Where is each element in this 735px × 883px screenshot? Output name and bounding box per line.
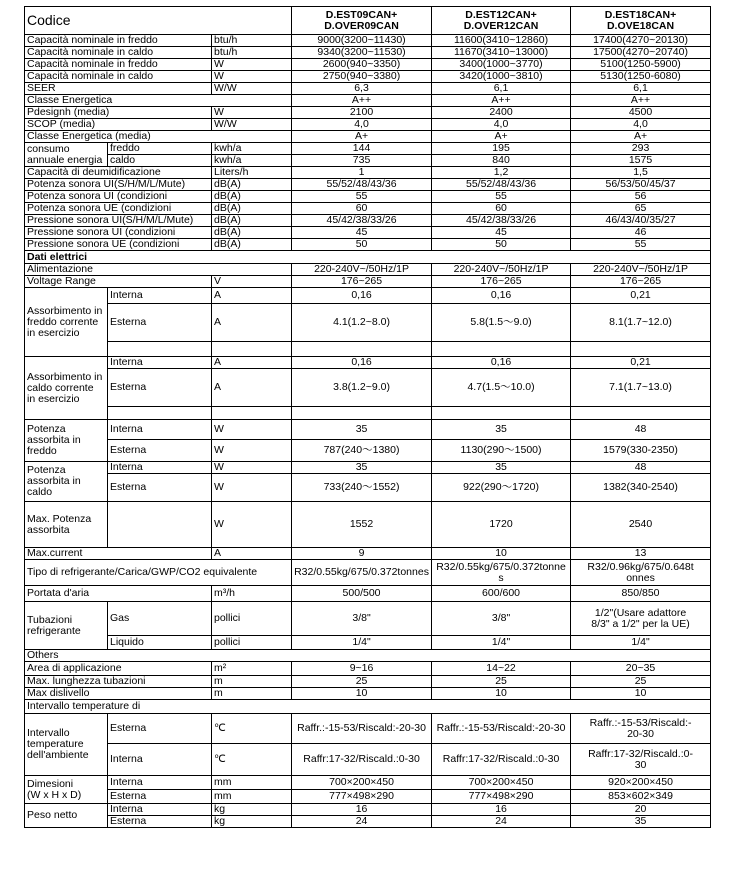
table-cell: 25 <box>292 676 432 688</box>
table-cell: consumo annuale energia <box>25 143 108 167</box>
table-cell: 4.7(1.5～10.0) <box>432 369 571 407</box>
table-row <box>25 776 711 790</box>
table-cell: Raffr:17-32/Riscald.:0-30 <box>432 744 571 776</box>
table-cell: D.EST09CAN+ D.OVER09CAN <box>292 7 432 35</box>
table-cell: Codice <box>25 7 292 35</box>
table-cell: D.EST12CAN+ D.OVER12CAN <box>432 7 571 35</box>
table-cell: 17400(4270~20130) <box>571 35 711 47</box>
table-cell: Potenza sonora UI (condizioni <box>25 191 212 203</box>
table-cell: 1 <box>292 167 432 179</box>
table-cell: Esterna <box>108 369 212 407</box>
table-row <box>25 650 711 662</box>
table-row <box>25 264 711 276</box>
table-row <box>25 107 711 119</box>
table-cell: 922(290～1720) <box>432 474 571 502</box>
table-cell: Capacità nominale in freddo <box>25 35 212 47</box>
table-cell: 46/43/40/35/27 <box>571 215 711 227</box>
table-cell: Interna <box>108 462 212 474</box>
table-row <box>25 59 711 71</box>
table-cell: Raffr.:-15-53/Riscald:-20-30 <box>432 714 571 744</box>
table-cell: m <box>212 688 292 700</box>
table-cell: 1/4" <box>571 636 711 650</box>
table-cell: 55 <box>432 191 571 203</box>
table-cell: 777×498×290 <box>292 790 432 804</box>
table-cell: 35 <box>292 462 432 474</box>
table-cell: dB(A) <box>212 179 292 191</box>
table-cell: W <box>212 462 292 474</box>
table-cell: Dati elettrici <box>25 251 711 264</box>
table-cell: 700×200×450 <box>432 776 571 790</box>
table-row <box>25 744 711 776</box>
table-cell: 2750(940~3380) <box>292 71 432 83</box>
table-cell: 60 <box>432 203 571 215</box>
table-cell: Classe Energetica (media) <box>25 131 292 143</box>
table-row <box>25 676 711 688</box>
table-cell: 7.1(1.7~13.0) <box>571 369 711 407</box>
table-row <box>25 548 711 560</box>
table-cell: 733(240～1552) <box>292 474 432 502</box>
table-cell: 45/42/38/33/26 <box>432 215 571 227</box>
table-cell: 60 <box>292 203 432 215</box>
table-cell: W <box>212 107 292 119</box>
table-cell: 5.8(1.5～9.0) <box>432 304 571 342</box>
table-row <box>25 95 711 107</box>
table-row <box>25 83 711 95</box>
table-cell: 20~35 <box>571 662 711 676</box>
table-row <box>25 804 711 816</box>
table-row <box>25 288 711 304</box>
table-cell: Capacità nominale in caldo <box>25 71 212 83</box>
table-cell: Max. lunghezza tubazioni <box>25 676 212 688</box>
table-cell: 56 <box>571 191 711 203</box>
table-row <box>25 119 711 131</box>
table-cell: 50 <box>292 239 432 251</box>
table-cell: 24 <box>292 816 432 828</box>
table-row <box>25 440 711 462</box>
table-cell: 600/600 <box>432 586 571 602</box>
table-row <box>25 586 711 602</box>
table-row <box>25 688 711 700</box>
table-row <box>25 420 711 440</box>
table-cell: R32/0.55kg/675/0.372tonnes <box>292 560 432 586</box>
table-cell: Intervallo temperature di <box>25 700 711 714</box>
table-cell: dB(A) <box>212 227 292 239</box>
table-cell: 55 <box>292 191 432 203</box>
table-row <box>25 239 711 251</box>
table-cell: mm <box>212 790 292 804</box>
table-row <box>25 179 711 191</box>
table-row <box>25 71 711 83</box>
table-cell: Raffr:17-32/Riscald.:0-30 <box>292 744 432 776</box>
table-cell: Pressione sonora UE (condizioni <box>25 239 212 251</box>
table-cell: 1/4" <box>432 636 571 650</box>
table-cell: 16 <box>292 804 432 816</box>
table-cell: A <box>212 304 292 342</box>
table-cell: Gas <box>108 602 212 636</box>
table-cell: mm <box>212 776 292 790</box>
table-cell: m³/h <box>212 586 292 602</box>
table-cell: Liquido <box>108 636 212 650</box>
table-cell: Interna <box>108 776 212 790</box>
table-row <box>25 47 711 59</box>
table-cell: 10 <box>432 548 571 560</box>
table-cell: 176~265 <box>432 276 571 288</box>
table-cell: 4,0 <box>571 119 711 131</box>
table-cell: 14~22 <box>432 662 571 676</box>
table-cell: D.EST18CAN+ D.OVE18CAN <box>571 7 711 35</box>
table-cell: 45/42/38/33/26 <box>292 215 432 227</box>
table-cell: 1,5 <box>571 167 711 179</box>
table-cell: kwh/a <box>212 155 292 167</box>
table-cell: A+ <box>432 131 571 143</box>
table-cell: Esterna <box>108 790 212 804</box>
table-cell: 2540 <box>571 502 711 548</box>
table-cell: Raffr.:-15-53/Riscald:- 20-30 <box>571 714 711 744</box>
table-cell: W <box>212 474 292 502</box>
table-cell: 1382(340-2540) <box>571 474 711 502</box>
table-cell: R32/0.96kg/675/0.648t onnes <box>571 560 711 586</box>
table-cell: Interna <box>108 357 212 369</box>
table-cell: 35 <box>571 816 711 828</box>
table-cell: 0,21 <box>571 357 711 369</box>
table-cell: 10 <box>292 688 432 700</box>
table-cell: 10 <box>432 688 571 700</box>
table-row <box>25 790 711 804</box>
table-cell: 3/8" <box>292 602 432 636</box>
table-cell: W/W <box>212 119 292 131</box>
table-cell: SCOP (media) <box>25 119 212 131</box>
table-cell: 20 <box>571 804 711 816</box>
table-cell <box>571 342 711 357</box>
table-cell: A+ <box>292 131 432 143</box>
table-cell: Dimesioni (W x H x D) <box>25 776 108 804</box>
table-cell: 2100 <box>292 107 432 119</box>
table-cell: Raffr.:-15-53/Riscald:-20-30 <box>292 714 432 744</box>
table-cell: 46 <box>571 227 711 239</box>
table-cell: 220-240V~/50Hz/1P <box>571 264 711 276</box>
table-cell: Voltage Range <box>25 276 212 288</box>
table-cell: Capacità di deumidificazione <box>25 167 212 179</box>
table-cell: 11670(3410~13000) <box>432 47 571 59</box>
table-cell: 176~265 <box>292 276 432 288</box>
table-cell: Liters/h <box>212 167 292 179</box>
table-cell <box>292 407 432 420</box>
table-cell: caldo <box>108 155 212 167</box>
table-cell: m <box>212 676 292 688</box>
table-cell: Potenza sonora UE (condizioni <box>25 203 212 215</box>
table-cell: A <box>212 548 292 560</box>
table-cell: 4500 <box>571 107 711 119</box>
table-cell: 735 <box>292 155 432 167</box>
table-cell <box>212 342 292 357</box>
table-cell <box>571 407 711 420</box>
table-row <box>25 816 711 828</box>
table-row <box>25 203 711 215</box>
table-cell: Esterna <box>108 474 212 502</box>
table-cell: 220-240V~/50Hz/1P <box>292 264 432 276</box>
table-cell <box>212 407 292 420</box>
table-cell: 1575 <box>571 155 711 167</box>
table-cell: 1,2 <box>432 167 571 179</box>
table-cell: 11600(3410~12860) <box>432 35 571 47</box>
table-cell: 0,16 <box>292 288 432 304</box>
table-cell: 8.1(1.7~12.0) <box>571 304 711 342</box>
table-cell: btu/h <box>212 35 292 47</box>
table-cell: A <box>212 357 292 369</box>
table-row <box>25 7 711 35</box>
table-cell: 2600(940~3350) <box>292 59 432 71</box>
table-cell: Esterna <box>108 304 212 342</box>
table-cell: Portata d'aria <box>25 586 212 602</box>
table-row <box>25 131 711 143</box>
table-cell: 65 <box>571 203 711 215</box>
table-cell: 4,0 <box>432 119 571 131</box>
spec-table-body <box>25 7 711 828</box>
table-row <box>25 700 711 714</box>
table-row <box>25 276 711 288</box>
table-cell: 55/52/48/43/36 <box>292 179 432 191</box>
table-cell: A <box>212 369 292 407</box>
table-cell: 0,16 <box>292 357 432 369</box>
table-cell: dB(A) <box>212 203 292 215</box>
table-cell: A++ <box>571 95 711 107</box>
table-cell: pollici <box>212 602 292 636</box>
table-cell: dB(A) <box>212 239 292 251</box>
table-cell: A <box>212 288 292 304</box>
table-cell: 9~16 <box>292 662 432 676</box>
table-cell: pollici <box>212 636 292 650</box>
table-row <box>25 636 711 650</box>
table-cell: Esterna <box>108 714 212 744</box>
table-cell: 840 <box>432 155 571 167</box>
table-cell: A++ <box>292 95 432 107</box>
table-cell <box>432 342 571 357</box>
table-cell: W <box>212 59 292 71</box>
table-row <box>25 191 711 203</box>
table-cell: 9000(3200~11430) <box>292 35 432 47</box>
table-row <box>25 167 711 179</box>
table-cell: Potenza assorbita in freddo <box>25 420 108 462</box>
table-row <box>25 215 711 227</box>
table-row <box>25 602 711 636</box>
table-cell: Max. Potenza assorbita <box>25 502 108 548</box>
table-cell: 45 <box>292 227 432 239</box>
table-cell: 3400(1000~3770) <box>432 59 571 71</box>
table-row <box>25 714 711 744</box>
table-cell: kg <box>212 804 292 816</box>
table-cell: dB(A) <box>212 191 292 203</box>
table-cell <box>108 502 212 548</box>
table-cell: 500/500 <box>292 586 432 602</box>
table-cell: 5100(1250-5900) <box>571 59 711 71</box>
table-cell: W <box>212 71 292 83</box>
table-cell <box>108 407 212 420</box>
table-cell: 850/850 <box>571 586 711 602</box>
table-cell: 6,3 <box>292 83 432 95</box>
table-cell: 1720 <box>432 502 571 548</box>
table-cell: W <box>212 440 292 462</box>
table-row <box>25 155 711 167</box>
table-cell: W/W <box>212 83 292 95</box>
table-cell: Max.current <box>25 548 212 560</box>
table-cell: 1/2"(Usare adattore 8/3" a 1/2" per la UE) <box>571 602 711 636</box>
table-cell: 55 <box>571 239 711 251</box>
table-cell: Interna <box>108 420 212 440</box>
table-row <box>25 304 711 342</box>
table-row <box>25 502 711 548</box>
table-cell: 16 <box>432 804 571 816</box>
table-cell: Assorbimento in caldo corrente in esercizio <box>25 357 108 420</box>
table-row <box>25 407 711 420</box>
table-cell: 3/8" <box>432 602 571 636</box>
table-cell: 1/4" <box>292 636 432 650</box>
table-cell: Capacità nominale in freddo <box>25 59 212 71</box>
table-cell: 1130(290～1500) <box>432 440 571 462</box>
table-cell: 17500(4270~20740) <box>571 47 711 59</box>
table-cell: A+ <box>571 131 711 143</box>
table-cell: Capacità nominale in caldo <box>25 47 212 59</box>
table-cell: Pressione sonora UI(S/H/M/L/Mute) <box>25 215 212 227</box>
table-cell: 48 <box>571 462 711 474</box>
table-cell: 25 <box>571 676 711 688</box>
table-cell: m² <box>212 662 292 676</box>
table-cell: 35 <box>432 420 571 440</box>
table-cell: 293 <box>571 143 711 155</box>
table-cell: Area di applicazione <box>25 662 212 676</box>
table-cell <box>292 342 432 357</box>
table-cell: Tubazioni refrigerante <box>25 602 108 650</box>
table-row <box>25 35 711 47</box>
table-row <box>25 143 711 155</box>
table-cell <box>108 342 212 357</box>
table-cell: 56/53/50/45/37 <box>571 179 711 191</box>
table-cell: 920×200×450 <box>571 776 711 790</box>
table-cell: Raffr:17-32/Riscald.:0- 30 <box>571 744 711 776</box>
table-cell: kwh/a <box>212 143 292 155</box>
table-row <box>25 662 711 676</box>
table-cell <box>432 407 571 420</box>
table-cell: Interna <box>108 804 212 816</box>
table-cell: 1579(330-2350) <box>571 440 711 462</box>
table-cell: Esterna <box>108 440 212 462</box>
table-cell: Intervallo temperature dell'ambiente <box>25 714 108 776</box>
table-cell: W <box>212 420 292 440</box>
table-cell: A++ <box>432 95 571 107</box>
table-cell: btu/h <box>212 47 292 59</box>
table-cell: Alimentazione <box>25 264 292 276</box>
table-cell: 48 <box>571 420 711 440</box>
table-cell: Assorbimento in freddo corrente in esercizio <box>25 288 108 357</box>
table-cell: Tipo di refrigerante/Carica/GWP/CO2 equivalente <box>25 560 292 586</box>
table-cell: Pdesignh (media) <box>25 107 212 119</box>
table-cell: 6,1 <box>432 83 571 95</box>
table-cell: 13 <box>571 548 711 560</box>
table-cell: SEER <box>25 83 212 95</box>
table-cell: 0,16 <box>432 357 571 369</box>
table-cell: 3420(1000~3810) <box>432 71 571 83</box>
table-cell: 787(240～1380) <box>292 440 432 462</box>
table-row <box>25 369 711 407</box>
table-cell: 0,21 <box>571 288 711 304</box>
table-cell: dB(A) <box>212 215 292 227</box>
table-cell: V <box>212 276 292 288</box>
table-cell: 5130(1250-6080) <box>571 71 711 83</box>
table-cell: 25 <box>432 676 571 688</box>
table-cell: 0,16 <box>432 288 571 304</box>
table-cell: 4.1(1.2~8.0) <box>292 304 432 342</box>
table-cell: W <box>212 502 292 548</box>
table-row <box>25 560 711 586</box>
table-cell: 4,0 <box>292 119 432 131</box>
table-cell: Interna <box>108 288 212 304</box>
table-cell: ℃ <box>212 714 292 744</box>
table-cell: ℃ <box>212 744 292 776</box>
table-cell: 777×498×290 <box>432 790 571 804</box>
table-cell: 144 <box>292 143 432 155</box>
table-cell: Potenza sonora UI(S/H/M/L/Mute) <box>25 179 212 191</box>
table-cell: kg <box>212 816 292 828</box>
table-cell: 10 <box>571 688 711 700</box>
table-cell: Max dislivello <box>25 688 212 700</box>
table-row <box>25 227 711 239</box>
table-row <box>25 474 711 502</box>
table-row <box>25 462 711 474</box>
table-cell: Others <box>25 650 711 662</box>
table-cell: 50 <box>432 239 571 251</box>
table-cell: Pressione sonora UI (condizioni <box>25 227 212 239</box>
table-row <box>25 251 711 264</box>
table-cell: 220-240V~/50Hz/1P <box>432 264 571 276</box>
table-cell: 6,1 <box>571 83 711 95</box>
table-cell: 45 <box>432 227 571 239</box>
table-cell: Peso netto <box>25 804 108 828</box>
table-cell: 3.8(1.2~9.0) <box>292 369 432 407</box>
table-cell: 35 <box>432 462 571 474</box>
table-cell: freddo <box>108 143 212 155</box>
table-cell: R32/0.55kg/675/0.372tonne s <box>432 560 571 586</box>
table-cell: 195 <box>432 143 571 155</box>
spec-table <box>24 6 711 828</box>
table-cell: 176~265 <box>571 276 711 288</box>
table-cell: 1552 <box>292 502 432 548</box>
table-cell: 9 <box>292 548 432 560</box>
table-cell: 9340(3200~11530) <box>292 47 432 59</box>
table-row <box>25 357 711 369</box>
table-cell: Potenza assorbita in caldo <box>25 462 108 502</box>
table-cell: 853×602×349 <box>571 790 711 804</box>
table-cell: 24 <box>432 816 571 828</box>
table-cell: 2400 <box>432 107 571 119</box>
table-cell: Classe Energetica <box>25 95 292 107</box>
table-row <box>25 342 711 357</box>
table-cell: Esterna <box>108 816 212 828</box>
table-cell: 700×200×450 <box>292 776 432 790</box>
table-cell: 55/52/48/43/36 <box>432 179 571 191</box>
table-cell: Interna <box>108 744 212 776</box>
table-cell: 35 <box>292 420 432 440</box>
